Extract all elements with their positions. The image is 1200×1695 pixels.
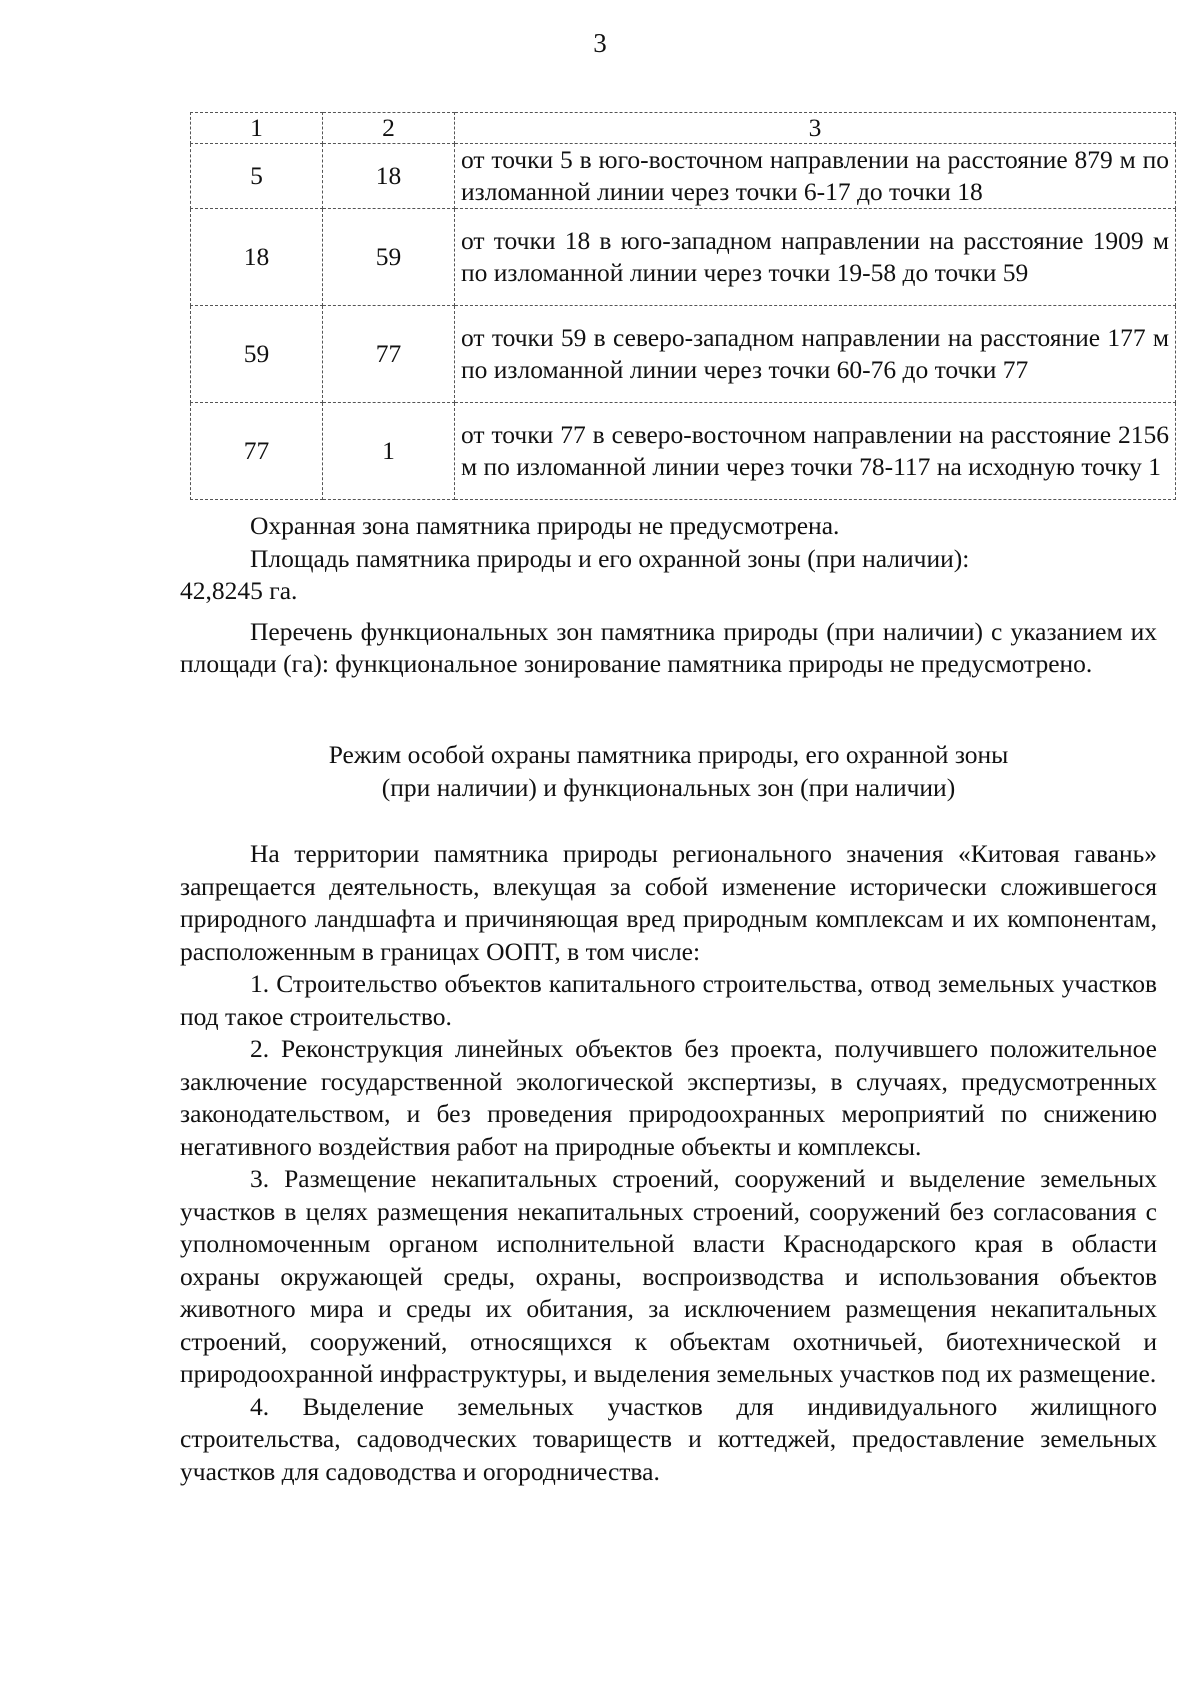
protection-zone-text: Охранная зона памятника природы не предусмотрена. bbox=[250, 511, 840, 540]
table-row bbox=[191, 403, 1176, 500]
table-cell-description: от точки 59 в северо-западном направлении на расстояние 177 м по изломанной линии через точки 60-76 до точки 77 bbox=[455, 306, 1176, 403]
table-header-cell: 1 bbox=[191, 113, 323, 144]
table-cell-to: 77 bbox=[323, 306, 455, 403]
table-header-cell: 3 bbox=[455, 113, 1176, 144]
table-cell-description: от точки 5 в юго-восточном направлении на расстояние 879 м по изломанной линии через точки 6-17 до точки 18 bbox=[455, 144, 1176, 209]
table-cell-to: 1 bbox=[323, 403, 455, 500]
table-row bbox=[191, 306, 1176, 403]
zones-text: Перечень функциональных зон памятника природы (при наличии) с указанием их площади (га): функциональное зонирование памятника природы не предусмотрено. bbox=[180, 616, 1157, 678]
table-cell-description: от точки 18 в юго-западном направлении на расстояние 1909 м по изломанной линии через точки 19-58 до точки 59 bbox=[455, 209, 1176, 306]
area-label: Площадь памятника природы и его охранной зоны (при наличии): bbox=[250, 543, 970, 573]
table-cell-from: 5 bbox=[191, 144, 323, 209]
section-heading-line2: (при наличии) и функциональных зон (при наличии) bbox=[381, 773, 956, 802]
regime-body bbox=[180, 838, 1157, 1488]
table-cell-from: 59 bbox=[191, 306, 323, 403]
list-item: 3. Размещение некапитальных строений, сооружений и выделение земельных участков в целях размещения некапитальных строений, сооружений без согласования с уполномоченным органом исполнительной власти Краснодарского края в области охраны окружающей среды, охраны, воспроизводства и использования объектов животного мира и среды их обитания, за исключением размещения некапитальных строений, сооружений, относящихся к объектам охотничьей, биотехнической и природоохранной инфраструктуры, и выделения земельных участков под их размещение. bbox=[180, 1164, 1157, 1388]
list-item: 2. Реконструкция линейных объектов без проекта, получившего положительное заключение государственной экологической экспертизы, в случаях, предусмотренных законодательством, и без проведения природоохранных мероприятий по снижению негативного воздействия работ на природные объекты и комплексы. bbox=[180, 1034, 1157, 1161]
section-heading-line1: Режим особой охраны памятника природы, его охранной зоны bbox=[328, 740, 1009, 769]
table-cell-to: 18 bbox=[323, 144, 455, 209]
area-value: 42,8245 га. bbox=[180, 576, 298, 605]
table-cell-description: от точки 77 в северо-восточном направлении на расстояние 2156 м по изломанной линии через точки 78-117 на исходную точку 1 bbox=[455, 403, 1176, 500]
boundary-table bbox=[190, 112, 1176, 500]
table-row bbox=[191, 209, 1176, 306]
table-header-cell: 2 bbox=[323, 113, 455, 144]
table-header-row bbox=[191, 113, 1176, 144]
top-paragraphs bbox=[180, 510, 1157, 681]
regime-intro: На территории памятника природы регионального значения «Китовая гавань» запрещается деятельность, влекущая за собой изменение исторически сложившегося природного ландшафта и причиняющая вред природным комплексам и их компонентам, расположенным в границах ООПТ, в том числе: bbox=[180, 839, 1157, 966]
table-cell-to: 59 bbox=[323, 209, 455, 306]
table-cell-from: 77 bbox=[191, 403, 323, 500]
section-heading bbox=[180, 738, 1157, 804]
table-cell-from: 18 bbox=[191, 209, 323, 306]
list-item: 1. Строительство объектов капитального строительства, отвод земельных участков под такое строительство. bbox=[180, 969, 1157, 1031]
page-number: 3 bbox=[593, 28, 607, 58]
list-item: 4. Выделение земельных участков для индивидуального жилищного строительства, садоводческих товариществ и коттеджей, предоставление земельных участков для садоводства и огородничества. bbox=[180, 1391, 1157, 1486]
table-row bbox=[191, 144, 1176, 209]
